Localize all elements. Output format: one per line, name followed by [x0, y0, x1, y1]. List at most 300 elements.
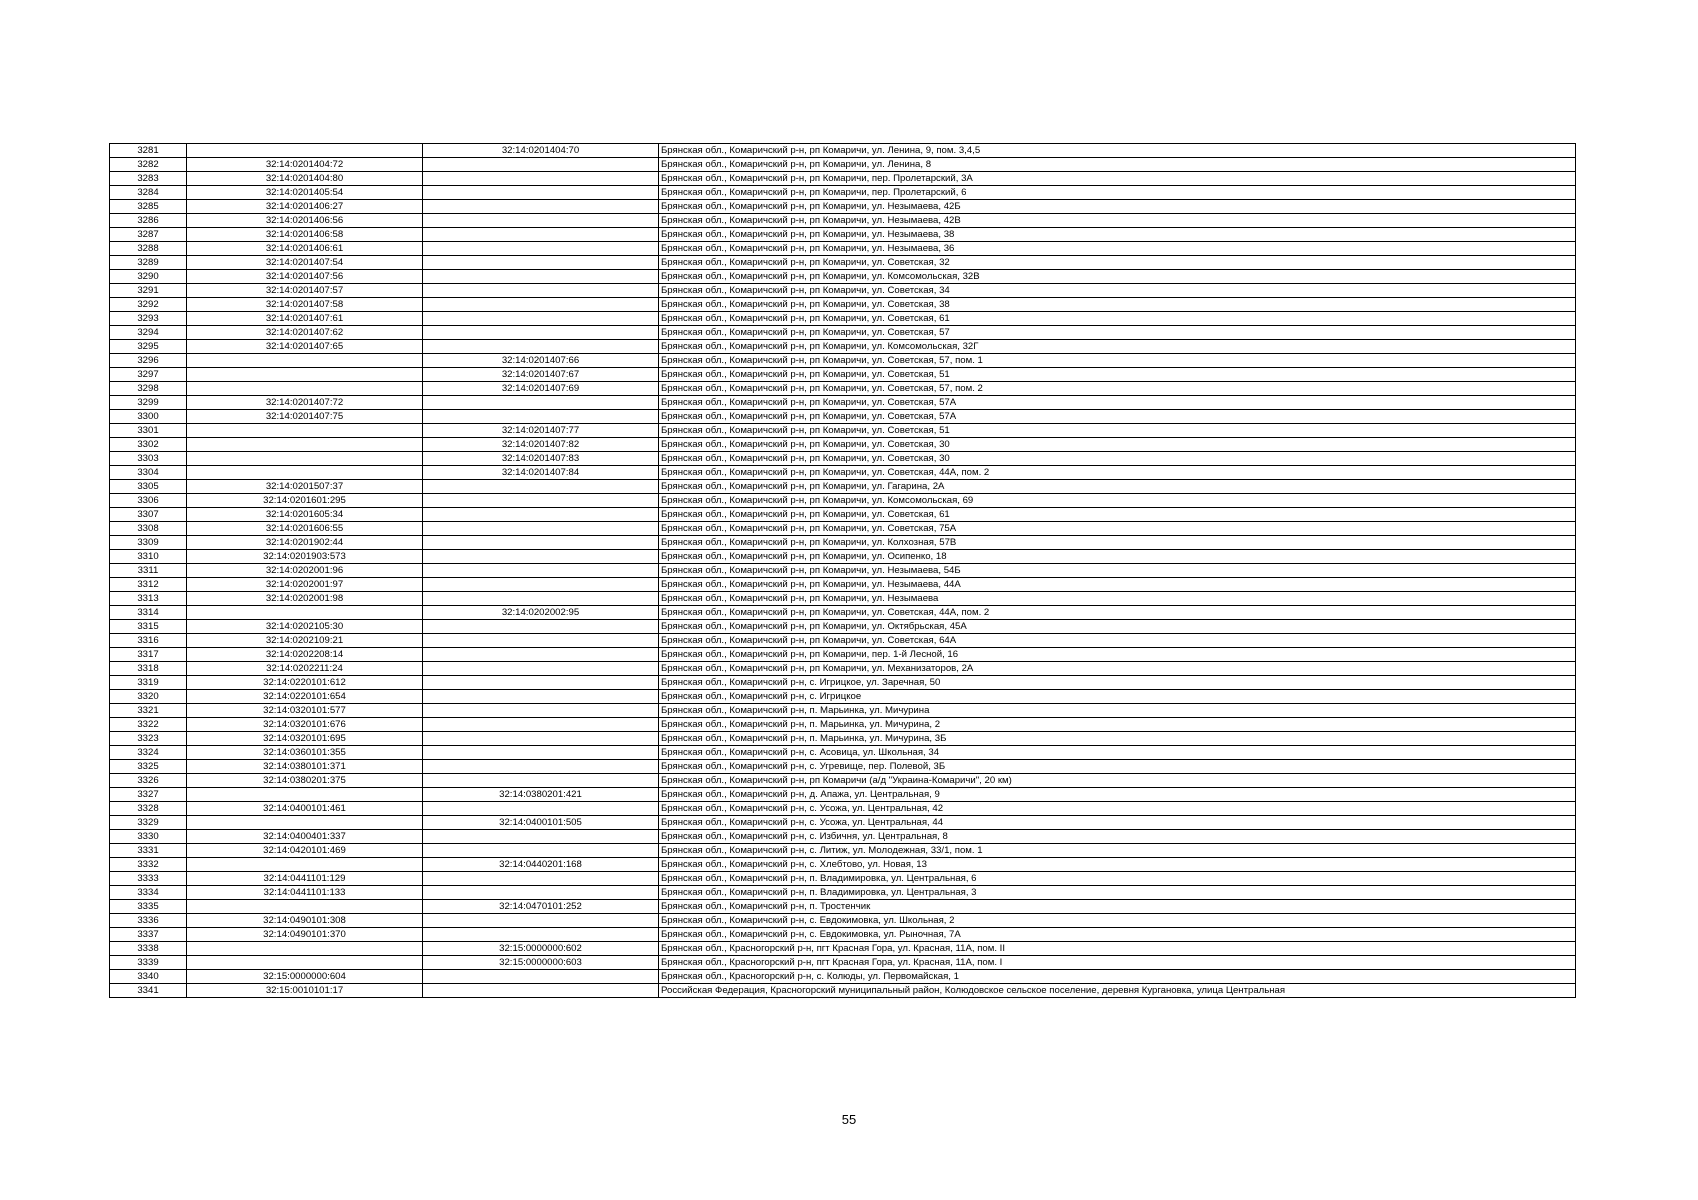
registry-table: [109, 143, 1576, 998]
premises-cadastral-number-cell: 32:15:0000000:603: [423, 956, 659, 970]
table-row: [110, 396, 1576, 410]
cadastral-number-cell: [187, 424, 423, 438]
row-number-cell: 3296: [110, 354, 187, 368]
row-number-cell: 3304: [110, 466, 187, 480]
address-cell: Брянская обл., Комаричский р-н, с. Евдокимовка, ул. Рыночная, 7А: [659, 928, 1576, 942]
cadastral-number-cell: 32:14:0201407:58: [187, 298, 423, 312]
table-row: [110, 438, 1576, 452]
row-number-cell: 3288: [110, 242, 187, 256]
address-cell: Брянская обл., Комаричский р-н, п. Марьинка, ул. Мичурина, 3Б: [659, 732, 1576, 746]
table-row: [110, 872, 1576, 886]
row-number-cell: 3326: [110, 774, 187, 788]
address-cell: Брянская обл., Комаричский р-н, с. Угревище, пер. Полевой, 3Б: [659, 760, 1576, 774]
row-number-cell: 3295: [110, 340, 187, 354]
address-cell: Брянская обл., Комаричский р-н, п. Владимировка, ул. Центральная, 3: [659, 886, 1576, 900]
cadastral-number-cell: [187, 942, 423, 956]
row-number-cell: 3328: [110, 802, 187, 816]
premises-cadastral-number-cell: [423, 256, 659, 270]
premises-cadastral-number-cell: [423, 494, 659, 508]
table-row: [110, 746, 1576, 760]
address-cell: Брянская обл., Комаричский р-н, рп Комаричи, ул. Октябрьская, 45А: [659, 620, 1576, 634]
premises-cadastral-number-cell: [423, 480, 659, 494]
cadastral-number-cell: 32:14:0220101:612: [187, 676, 423, 690]
cadastral-number-cell: 32:14:0201606:55: [187, 522, 423, 536]
premises-cadastral-number-cell: [423, 284, 659, 298]
cadastral-number-cell: 32:14:0400101:461: [187, 802, 423, 816]
cadastral-number-cell: [187, 816, 423, 830]
row-number-cell: 3340: [110, 970, 187, 984]
table-row: [110, 312, 1576, 326]
address-cell: Брянская обл., Комаричский р-н, рп Комаричи, ул. Советская, 44А, пом. 2: [659, 606, 1576, 620]
premises-cadastral-number-cell: [423, 242, 659, 256]
row-number-cell: 3310: [110, 550, 187, 564]
table-row: [110, 214, 1576, 228]
address-cell: Брянская обл., Красногорский р-н, пгт Красная Гора, ул. Красная, 11А, пом. I: [659, 956, 1576, 970]
row-number-cell: 3311: [110, 564, 187, 578]
address-cell: Брянская обл., Комаричский р-н, рп Комаричи, ул. Незымаева, 42В: [659, 214, 1576, 228]
address-cell: Брянская обл., Комаричский р-н, рп Комаричи, ул. Ленина, 9, пом. 3,4,5: [659, 144, 1576, 158]
table-row: [110, 662, 1576, 676]
row-number-cell: 3333: [110, 872, 187, 886]
row-number-cell: 3337: [110, 928, 187, 942]
table-row: [110, 788, 1576, 802]
table-row: [110, 536, 1576, 550]
row-number-cell: 3290: [110, 270, 187, 284]
premises-cadastral-number-cell: [423, 970, 659, 984]
cadastral-number-cell: 32:14:0201407:72: [187, 396, 423, 410]
premises-cadastral-number-cell: [423, 312, 659, 326]
row-number-cell: 3282: [110, 158, 187, 172]
cadastral-number-cell: 32:15:0010101:17: [187, 984, 423, 998]
premises-cadastral-number-cell: [423, 844, 659, 858]
table-row: [110, 270, 1576, 284]
row-number-cell: 3335: [110, 900, 187, 914]
table-row: [110, 256, 1576, 270]
premises-cadastral-number-cell: [423, 830, 659, 844]
table-row: [110, 858, 1576, 872]
address-cell: Брянская обл., Комаричский р-н, рп Комаричи, ул. Незымаева, 44А: [659, 578, 1576, 592]
row-number-cell: 3334: [110, 886, 187, 900]
table-row: [110, 928, 1576, 942]
cadastral-number-cell: 32:14:0201404:72: [187, 158, 423, 172]
premises-cadastral-number-cell: [423, 760, 659, 774]
address-cell: Брянская обл., Комаричский р-н, с. Хлебтово, ул. Новая, 13: [659, 858, 1576, 872]
premises-cadastral-number-cell: [423, 774, 659, 788]
cadastral-number-cell: 32:14:0202208:14: [187, 648, 423, 662]
cadastral-number-cell: 32:14:0400401:337: [187, 830, 423, 844]
table-row: [110, 522, 1576, 536]
premises-cadastral-number-cell: [423, 984, 659, 998]
premises-cadastral-number-cell: [423, 270, 659, 284]
table-row: [110, 774, 1576, 788]
address-cell: Брянская обл., Комаричский р-н, с. Усожа, ул. Центральная, 42: [659, 802, 1576, 816]
cadastral-number-cell: 32:14:0201405:54: [187, 186, 423, 200]
cadastral-number-cell: 32:14:0441101:129: [187, 872, 423, 886]
address-cell: Брянская обл., Комаричский р-н, с. Литиж, ул. Молодежная, 33/1, пом. 1: [659, 844, 1576, 858]
address-cell: Брянская обл., Комаричский р-н, рп Комаричи, ул. Незымаева, 42Б: [659, 200, 1576, 214]
premises-cadastral-number-cell: 32:14:0201407:67: [423, 368, 659, 382]
cadastral-number-cell: 32:14:0201406:27: [187, 200, 423, 214]
table-row: [110, 592, 1576, 606]
premises-cadastral-number-cell: [423, 536, 659, 550]
row-number-cell: 3293: [110, 312, 187, 326]
table-row: [110, 382, 1576, 396]
address-cell: Брянская обл., Комаричский р-н, п. Тростенчик: [659, 900, 1576, 914]
row-number-cell: 3332: [110, 858, 187, 872]
cadastral-number-cell: 32:14:0441101:133: [187, 886, 423, 900]
cadastral-number-cell: 32:14:0201407:57: [187, 284, 423, 298]
row-number-cell: 3323: [110, 732, 187, 746]
table-row: [110, 144, 1576, 158]
row-number-cell: 3336: [110, 914, 187, 928]
row-number-cell: 3292: [110, 298, 187, 312]
row-number-cell: 3309: [110, 536, 187, 550]
address-cell: Брянская обл., Комаричский р-н, с. Игрицкое: [659, 690, 1576, 704]
table-row: [110, 984, 1576, 998]
row-number-cell: 3316: [110, 634, 187, 648]
premises-cadastral-number-cell: 32:14:0440201:168: [423, 858, 659, 872]
row-number-cell: 3321: [110, 704, 187, 718]
address-cell: Брянская обл., Красногорский р-н, с. Колюды, ул. Первомайская, 1: [659, 970, 1576, 984]
row-number-cell: 3284: [110, 186, 187, 200]
cadastral-number-cell: [187, 956, 423, 970]
row-number-cell: 3320: [110, 690, 187, 704]
cadastral-number-cell: 32:14:0201407:65: [187, 340, 423, 354]
address-cell: Брянская обл., Комаричский р-н, рп Комаричи, ул. Осипенко, 18: [659, 550, 1576, 564]
address-cell: Брянская обл., Комаричский р-н, рп Комаричи, ул. Гагарина, 2А: [659, 480, 1576, 494]
table-row: [110, 914, 1576, 928]
cadastral-number-cell: [187, 438, 423, 452]
table-row: [110, 368, 1576, 382]
address-cell: Брянская обл., Комаричский р-н, рп Комаричи, ул. Механизаторов, 2А: [659, 662, 1576, 676]
table-body: [110, 144, 1576, 998]
cadastral-number-cell: 32:14:0220101:654: [187, 690, 423, 704]
table-row: [110, 354, 1576, 368]
address-cell: Брянская обл., Комаричский р-н, рп Комаричи, ул. Советская, 57А: [659, 410, 1576, 424]
premises-cadastral-number-cell: 32:14:0201407:83: [423, 452, 659, 466]
address-cell: Брянская обл., Комаричский р-н, д. Апажа, ул. Центральная, 9: [659, 788, 1576, 802]
table-row: [110, 690, 1576, 704]
table-row: [110, 242, 1576, 256]
row-number-cell: 3339: [110, 956, 187, 970]
row-number-cell: 3287: [110, 228, 187, 242]
premises-cadastral-number-cell: [423, 396, 659, 410]
cadastral-number-cell: [187, 788, 423, 802]
address-cell: Брянская обл., Комаричский р-н, рп Комаричи, ул. Советская, 34: [659, 284, 1576, 298]
row-number-cell: 3329: [110, 816, 187, 830]
row-number-cell: 3314: [110, 606, 187, 620]
cadastral-number-cell: 32:14:0320101:676: [187, 718, 423, 732]
premises-cadastral-number-cell: 32:14:0201407:82: [423, 438, 659, 452]
premises-cadastral-number-cell: [423, 214, 659, 228]
address-cell: Брянская обл., Комаричский р-н, рп Комаричи, ул. Советская, 30: [659, 438, 1576, 452]
table-row: [110, 648, 1576, 662]
address-cell: Брянская обл., Комаричский р-н, с. Избичня, ул. Центральная, 8: [659, 830, 1576, 844]
cadastral-number-cell: 32:14:0320101:577: [187, 704, 423, 718]
cadastral-number-cell: 32:14:0201601:295: [187, 494, 423, 508]
table-row: [110, 564, 1576, 578]
cadastral-number-cell: 32:14:0202105:30: [187, 620, 423, 634]
cadastral-number-cell: 32:14:0320101:695: [187, 732, 423, 746]
address-cell: Брянская обл., Комаричский р-н, рп Комаричи, ул. Незымаева: [659, 592, 1576, 606]
cadastral-number-cell: 32:14:0202211:24: [187, 662, 423, 676]
premises-cadastral-number-cell: [423, 578, 659, 592]
row-number-cell: 3281: [110, 144, 187, 158]
cadastral-number-cell: 32:14:0201507:37: [187, 480, 423, 494]
premises-cadastral-number-cell: 32:14:0202002:95: [423, 606, 659, 620]
table-row: [110, 760, 1576, 774]
premises-cadastral-number-cell: [423, 648, 659, 662]
table-row: [110, 732, 1576, 746]
row-number-cell: 3331: [110, 844, 187, 858]
address-cell: Брянская обл., Комаричский р-н, с. Асовица, ул. Школьная, 34: [659, 746, 1576, 760]
address-cell: Брянская обл., Комаричский р-н, рп Комаричи, ул. Советская, 75А: [659, 522, 1576, 536]
premises-cadastral-number-cell: [423, 704, 659, 718]
cadastral-number-cell: 32:14:0201407:56: [187, 270, 423, 284]
address-cell: Брянская обл., Комаричский р-н, рп Комаричи, ул. Ленина, 8: [659, 158, 1576, 172]
premises-cadastral-number-cell: [423, 228, 659, 242]
row-number-cell: 3324: [110, 746, 187, 760]
premises-cadastral-number-cell: 32:14:0201407:77: [423, 424, 659, 438]
table-row: [110, 900, 1576, 914]
premises-cadastral-number-cell: [423, 340, 659, 354]
cadastral-number-cell: [187, 606, 423, 620]
cadastral-number-cell: 32:14:0380201:375: [187, 774, 423, 788]
address-cell: Брянская обл., Комаричский р-н, рп Комаричи, ул. Советская, 51: [659, 424, 1576, 438]
row-number-cell: 3283: [110, 172, 187, 186]
address-cell: Брянская обл., Красногорский р-н, пгт Красная Гора, ул. Красная, 11А, пом. II: [659, 942, 1576, 956]
premises-cadastral-number-cell: 32:14:0400101:505: [423, 816, 659, 830]
cadastral-number-cell: 32:14:0202001:96: [187, 564, 423, 578]
row-number-cell: 3317: [110, 648, 187, 662]
row-number-cell: 3294: [110, 326, 187, 340]
premises-cadastral-number-cell: 32:14:0201407:66: [423, 354, 659, 368]
cadastral-number-cell: 32:14:0201407:54: [187, 256, 423, 270]
cadastral-number-cell: [187, 354, 423, 368]
cadastral-number-cell: 32:14:0201605:34: [187, 508, 423, 522]
table-row: [110, 550, 1576, 564]
row-number-cell: 3330: [110, 830, 187, 844]
cadastral-number-cell: 32:14:0201407:75: [187, 410, 423, 424]
address-cell: Брянская обл., Комаричский р-н, рп Комаричи, ул. Советская, 38: [659, 298, 1576, 312]
table-row: [110, 704, 1576, 718]
table-row: [110, 620, 1576, 634]
cadastral-number-cell: 32:14:0201406:61: [187, 242, 423, 256]
premises-cadastral-number-cell: [423, 914, 659, 928]
premises-cadastral-number-cell: [423, 718, 659, 732]
cadastral-number-cell: 32:14:0201404:80: [187, 172, 423, 186]
row-number-cell: 3285: [110, 200, 187, 214]
address-cell: Брянская обл., Комаричский р-н, рп Комаричи, ул. Комсомольская, 32В: [659, 270, 1576, 284]
address-cell: Брянская обл., Комаричский р-н, п. Марьинка, ул. Мичурина, 2: [659, 718, 1576, 732]
premises-cadastral-number-cell: [423, 298, 659, 312]
table-row: [110, 494, 1576, 508]
row-number-cell: 3319: [110, 676, 187, 690]
cadastral-number-cell: 32:14:0380101:371: [187, 760, 423, 774]
address-cell: Брянская обл., Комаричский р-н, рп Комаричи, ул. Незымаева, 38: [659, 228, 1576, 242]
premises-cadastral-number-cell: [423, 522, 659, 536]
row-number-cell: 3322: [110, 718, 187, 732]
table-row: [110, 452, 1576, 466]
table-row: [110, 284, 1576, 298]
table-row: [110, 606, 1576, 620]
row-number-cell: 3286: [110, 214, 187, 228]
table-row: [110, 718, 1576, 732]
cadastral-number-cell: 32:14:0202001:98: [187, 592, 423, 606]
table-row: [110, 886, 1576, 900]
cadastral-number-cell: 32:14:0201407:62: [187, 326, 423, 340]
address-cell: Брянская обл., Комаричский р-н, п. Марьинка, ул. Мичурина: [659, 704, 1576, 718]
table-row: [110, 508, 1576, 522]
row-number-cell: 3315: [110, 620, 187, 634]
address-cell: Брянская обл., Комаричский р-н, рп Комаричи, ул. Советская, 30: [659, 452, 1576, 466]
premises-cadastral-number-cell: [423, 172, 659, 186]
address-cell: Брянская обл., Комаричский р-н, рп Комаричи, ул. Советская, 32: [659, 256, 1576, 270]
table-row: [110, 172, 1576, 186]
table-row: [110, 942, 1576, 956]
row-number-cell: 3301: [110, 424, 187, 438]
row-number-cell: 3303: [110, 452, 187, 466]
address-cell: Брянская обл., Комаричский р-н, с. Усожа, ул. Центральная, 44: [659, 816, 1576, 830]
row-number-cell: 3289: [110, 256, 187, 270]
cadastral-number-cell: [187, 466, 423, 480]
address-cell: Брянская обл., Комаричский р-н, рп Комаричи, ул. Советская, 51: [659, 368, 1576, 382]
premises-cadastral-number-cell: 32:14:0470101:252: [423, 900, 659, 914]
cadastral-number-cell: 32:14:0202109:21: [187, 634, 423, 648]
table-row: [110, 200, 1576, 214]
row-number-cell: 3300: [110, 410, 187, 424]
premises-cadastral-number-cell: [423, 550, 659, 564]
row-number-cell: 3308: [110, 522, 187, 536]
cadastral-number-cell: [187, 368, 423, 382]
table-row: [110, 326, 1576, 340]
cadastral-number-cell: 32:14:0490101:370: [187, 928, 423, 942]
premises-cadastral-number-cell: [423, 564, 659, 578]
address-cell: Брянская обл., Комаричский р-н, с. Игрицкое, ул. Заречная, 50: [659, 676, 1576, 690]
premises-cadastral-number-cell: [423, 928, 659, 942]
table-row: [110, 676, 1576, 690]
row-number-cell: 3297: [110, 368, 187, 382]
cadastral-number-cell: 32:14:0202001:97: [187, 578, 423, 592]
premises-cadastral-number-cell: 32:14:0201407:84: [423, 466, 659, 480]
table-row: [110, 298, 1576, 312]
address-cell: Брянская обл., Комаричский р-н, рп Комаричи, пер. 1-й Лесной, 16: [659, 648, 1576, 662]
premises-cadastral-number-cell: [423, 662, 659, 676]
table-row: [110, 410, 1576, 424]
address-cell: Брянская обл., Комаричский р-н, п. Владимировка, ул. Центральная, 6: [659, 872, 1576, 886]
address-cell: Брянская обл., Комаричский р-н, рп Комаричи, ул. Колхозная, 57В: [659, 536, 1576, 550]
cadastral-number-cell: 32:14:0490101:308: [187, 914, 423, 928]
table-row: [110, 228, 1576, 242]
premises-cadastral-number-cell: [423, 508, 659, 522]
table-row: [110, 956, 1576, 970]
row-number-cell: 3341: [110, 984, 187, 998]
address-cell: Брянская обл., Комаричский р-н, рп Комаричи, ул. Советская, 57, пом. 1: [659, 354, 1576, 368]
table-row: [110, 844, 1576, 858]
premises-cadastral-number-cell: [423, 676, 659, 690]
cadastral-number-cell: [187, 858, 423, 872]
cadastral-number-cell: 32:14:0201406:56: [187, 214, 423, 228]
row-number-cell: 3306: [110, 494, 187, 508]
row-number-cell: 3313: [110, 592, 187, 606]
address-cell: Брянская обл., Комаричский р-н, рп Комаричи, ул. Комсомольская, 69: [659, 494, 1576, 508]
table-row: [110, 830, 1576, 844]
address-cell: Брянская обл., Комаричский р-н, рп Комаричи, ул. Незымаева, 36: [659, 242, 1576, 256]
address-cell: Брянская обл., Комаричский р-н, рп Комаричи, ул. Советская, 64А: [659, 634, 1576, 648]
cadastral-number-cell: 32:14:0201903:573: [187, 550, 423, 564]
cadastral-number-cell: 32:14:0360101:355: [187, 746, 423, 760]
table-row: [110, 802, 1576, 816]
address-cell: Российская Федерация, Красногорский муниципальный район, Колюдовское сельское поселение, деревня Кургановка, улица Центральная: [659, 984, 1576, 998]
premises-cadastral-number-cell: [423, 200, 659, 214]
row-number-cell: 3312: [110, 578, 187, 592]
address-cell: Брянская обл., Комаричский р-н, рп Комаричи (а/д "Украина-Комаричи", 20 км): [659, 774, 1576, 788]
row-number-cell: 3298: [110, 382, 187, 396]
address-cell: Брянская обл., Комаричский р-н, рп Комаричи, ул. Советская, 57: [659, 326, 1576, 340]
table-row: [110, 816, 1576, 830]
premises-cadastral-number-cell: [423, 634, 659, 648]
row-number-cell: 3325: [110, 760, 187, 774]
address-cell: Брянская обл., Комаричский р-н, рп Комаричи, ул. Советская, 57А: [659, 396, 1576, 410]
row-number-cell: 3338: [110, 942, 187, 956]
cadastral-number-cell: 32:14:0201902:44: [187, 536, 423, 550]
premises-cadastral-number-cell: 32:14:0201407:69: [423, 382, 659, 396]
address-cell: Брянская обл., Комаричский р-н, рп Комаричи, ул. Советская, 61: [659, 508, 1576, 522]
row-number-cell: 3307: [110, 508, 187, 522]
cadastral-number-cell: [187, 144, 423, 158]
address-cell: Брянская обл., Комаричский р-н, рп Комаричи, ул. Незымаева, 54Б: [659, 564, 1576, 578]
address-cell: Брянская обл., Комаричский р-н, рп Комаричи, ул. Комсомольская, 32Г: [659, 340, 1576, 354]
premises-cadastral-number-cell: [423, 186, 659, 200]
address-cell: Брянская обл., Комаричский р-н, с. Евдокимовка, ул. Школьная, 2: [659, 914, 1576, 928]
premises-cadastral-number-cell: [423, 886, 659, 900]
premises-cadastral-number-cell: [423, 326, 659, 340]
row-number-cell: 3327: [110, 788, 187, 802]
table-row: [110, 158, 1576, 172]
premises-cadastral-number-cell: [423, 690, 659, 704]
table-row: [110, 970, 1576, 984]
premises-cadastral-number-cell: [423, 158, 659, 172]
premises-cadastral-number-cell: 32:15:0000000:602: [423, 942, 659, 956]
premises-cadastral-number-cell: [423, 410, 659, 424]
premises-cadastral-number-cell: [423, 746, 659, 760]
address-cell: Брянская обл., Комаричский р-н, рп Комаричи, пер. Пролетарский, 6: [659, 186, 1576, 200]
premises-cadastral-number-cell: [423, 620, 659, 634]
premises-cadastral-number-cell: [423, 592, 659, 606]
premises-cadastral-number-cell: 32:14:0380201:421: [423, 788, 659, 802]
table-row: [110, 634, 1576, 648]
premises-cadastral-number-cell: [423, 732, 659, 746]
premises-cadastral-number-cell: [423, 802, 659, 816]
cadastral-number-cell: 32:15:0000000:604: [187, 970, 423, 984]
address-cell: Брянская обл., Комаричский р-н, рп Комаричи, ул. Советская, 57, пом. 2: [659, 382, 1576, 396]
table-row: [110, 466, 1576, 480]
row-number-cell: 3305: [110, 480, 187, 494]
page-number: 55: [841, 1112, 857, 1127]
cadastral-number-cell: [187, 382, 423, 396]
table-row: [110, 340, 1576, 354]
table-row: [110, 578, 1576, 592]
cadastral-number-cell: 32:14:0420101:469: [187, 844, 423, 858]
row-number-cell: 3302: [110, 438, 187, 452]
cadastral-number-cell: [187, 900, 423, 914]
table-row: [110, 186, 1576, 200]
row-number-cell: 3291: [110, 284, 187, 298]
table-row: [110, 480, 1576, 494]
cadastral-number-cell: 32:14:0201407:61: [187, 312, 423, 326]
address-cell: Брянская обл., Комаричский р-н, рп Комаричи, ул. Советская, 61: [659, 312, 1576, 326]
premises-cadastral-number-cell: [423, 872, 659, 886]
